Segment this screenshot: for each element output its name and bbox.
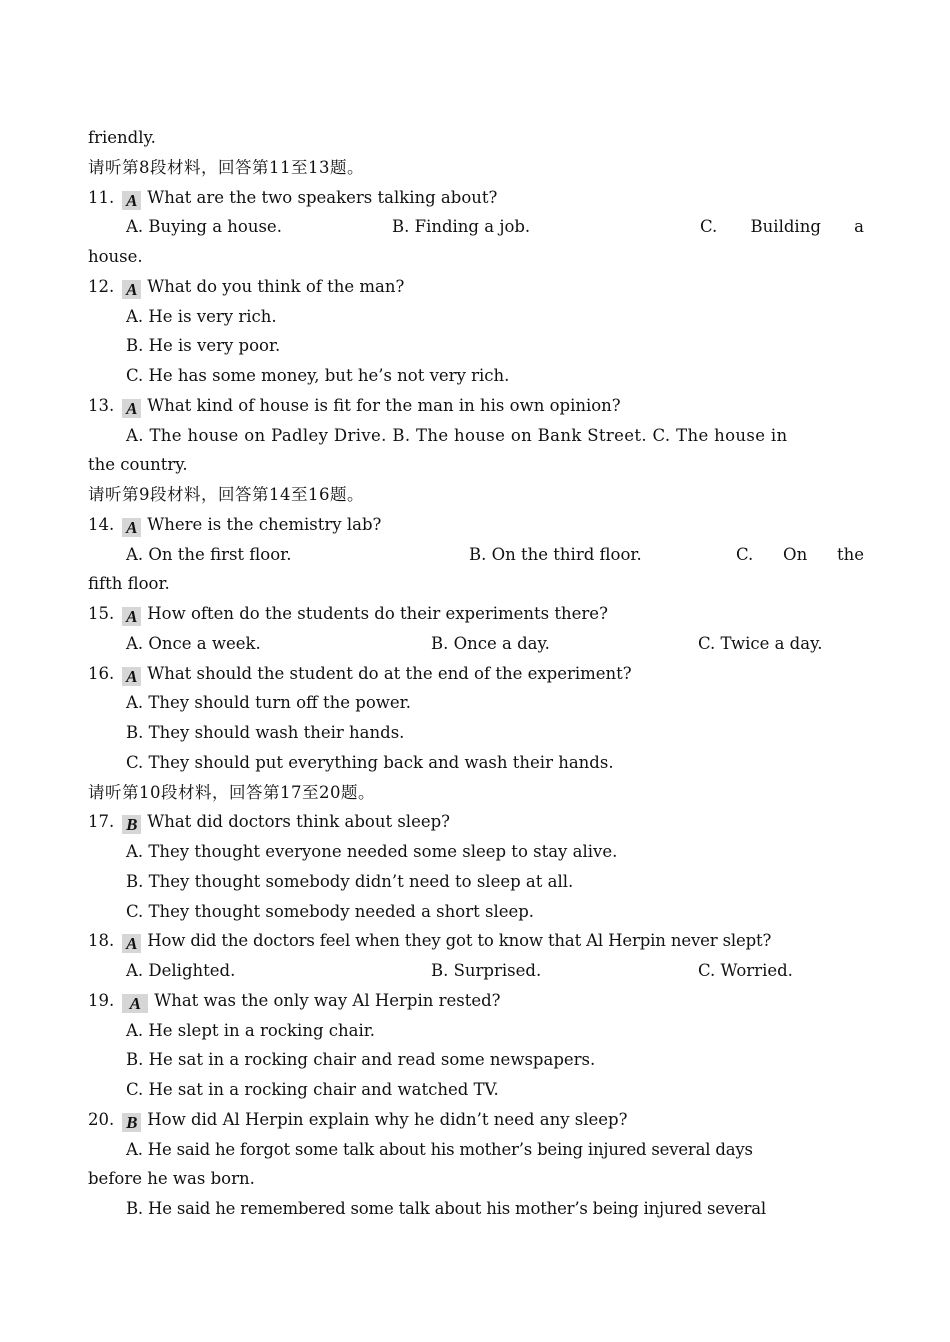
text-line: friendly. — [88, 128, 156, 147]
option-c — [736, 540, 864, 570]
section-header-8: 请听第8段材料，回答第11至13题。 — [88, 157, 364, 177]
answer-box: B — [122, 815, 141, 834]
question-13 — [88, 391, 864, 421]
options-15 — [88, 629, 864, 659]
option-c-word: the — [836, 544, 864, 564]
question-number: 17. — [88, 812, 115, 832]
options-13: A. The house on Padley Drive. B. The house on Bank Street. C. The house in — [126, 425, 788, 445]
answer-box: A — [122, 934, 141, 953]
question-number: 12. — [88, 276, 115, 296]
option-b: B. They should wash their hands. — [126, 723, 405, 742]
section-header-9: 请听第9段材料，回答第14至16题。 — [88, 485, 364, 504]
options-18 — [88, 956, 864, 986]
option-c: C. They should put everything back and wash their hands. — [126, 752, 614, 772]
question-text: What was the only way Al Herpin rested? — [154, 990, 501, 1010]
option-c-word: a — [854, 217, 864, 237]
question-15 — [88, 599, 864, 629]
option-c-word: On — [783, 544, 808, 564]
option-c-continued: the country. — [88, 455, 188, 475]
option-a: A. He slept in a rocking chair. — [126, 1020, 376, 1040]
question-number: 18. — [88, 931, 115, 951]
question-text: What did doctors think about sleep? — [147, 812, 451, 832]
option-a: A. On the first floor. — [126, 544, 292, 564]
answer-box: A — [122, 280, 141, 299]
question-number: 16. — [88, 663, 115, 683]
question-text: How often do the students do their experiments there? — [147, 604, 608, 623]
question-17 — [88, 807, 864, 837]
option-b: B. He sat in a rocking chair and read some newspapers. — [126, 1050, 596, 1070]
option-c: C. Twice a day. — [698, 633, 823, 653]
answer-box: A — [122, 399, 141, 418]
option-c-continued: house. — [88, 247, 143, 266]
question-text: What should the student do at the end of the experiment? — [147, 663, 632, 683]
question-14 — [88, 510, 864, 540]
answer-box: A — [122, 994, 148, 1013]
option-b: B. He said he remembered some talk about his mother’s being injured several — [126, 1199, 766, 1218]
options-14 — [88, 540, 864, 570]
answer-box: A — [122, 667, 141, 686]
question-12 — [88, 272, 864, 302]
answer-box: B — [122, 1113, 141, 1132]
option-c: C. Worried. — [698, 961, 793, 980]
question-20 — [88, 1105, 864, 1135]
question-18 — [88, 926, 864, 956]
question-19 — [88, 986, 864, 1016]
option-b: B. Surprised. — [431, 961, 542, 980]
option-a-continued: before he was born. — [88, 1169, 255, 1189]
option-a: A. They should turn off the power. — [126, 693, 411, 713]
question-number: 19. — [88, 990, 115, 1010]
option-a: A. They thought everyone needed some sleep to stay alive. — [126, 842, 618, 861]
option-b: B. They thought somebody didn’t need to sleep at all. — [126, 871, 574, 891]
document-page — [88, 123, 864, 1224]
option-c — [700, 212, 864, 242]
question-number: 15. — [88, 604, 115, 623]
answer-box: A — [122, 518, 141, 537]
question-text: Where is the chemistry lab? — [147, 514, 382, 534]
question-text: How did Al Herpin explain why he didn’t need any sleep? — [147, 1109, 628, 1129]
option-a: A. Delighted. — [126, 961, 236, 980]
question-11 — [88, 183, 864, 213]
option-a: A. He is very rich. — [126, 306, 277, 326]
option-b: B. Once a day. — [431, 633, 550, 653]
option-c-continued: fifth floor. — [88, 574, 170, 594]
question-16 — [88, 659, 864, 689]
question-text: What kind of house is fit for the man in his own opinion? — [147, 395, 621, 415]
answer-box: A — [122, 191, 141, 210]
option-c-word: Building — [750, 217, 821, 237]
option-b: B. Finding a job. — [392, 217, 531, 237]
question-number: 14. — [88, 514, 115, 534]
option-a: A. Once a week. — [126, 633, 261, 653]
question-number: 20. — [88, 1109, 115, 1129]
option-a: A. Buying a house. — [126, 217, 282, 237]
option-a: A. He said he forgot some talk about his mother’s being injured several days — [126, 1139, 753, 1159]
option-c: C. They thought somebody needed a short sleep. — [126, 901, 535, 921]
section-header-10: 请听第10段材料，回答第17至20题。 — [88, 782, 375, 802]
option-c: C. He sat in a rocking chair and watched TV. — [126, 1080, 499, 1099]
option-c: C. He has some money, but he’s not very rich. — [126, 366, 510, 385]
option-c-label: C. — [736, 544, 754, 564]
question-number: 11. — [88, 187, 115, 207]
option-b: B. On the third floor. — [469, 544, 642, 564]
options-11 — [88, 212, 864, 242]
question-text: How did the doctors feel when they got to know that Al Herpin never slept? — [147, 931, 772, 951]
question-text: What are the two speakers talking about? — [147, 187, 498, 207]
option-b: B. He is very poor. — [126, 336, 281, 356]
option-c-label: C. — [700, 217, 718, 237]
question-number: 13. — [88, 395, 115, 415]
question-text: What do you think of the man? — [147, 276, 405, 296]
answer-box: A — [122, 607, 141, 626]
